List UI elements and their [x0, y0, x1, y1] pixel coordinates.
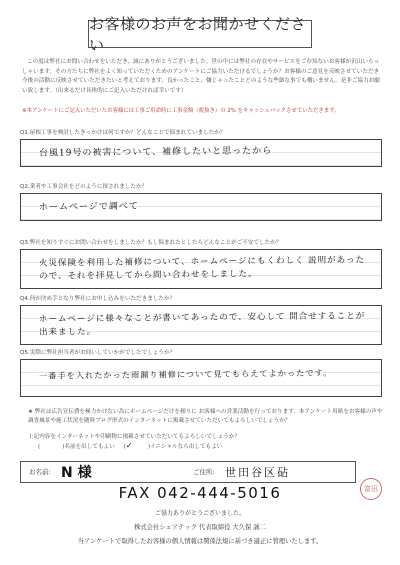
option-name-ok[interactable]: ( )名前を出してもよい	[38, 444, 115, 450]
publication-options	[38, 441, 222, 450]
answer-5-box[interactable]	[20, 359, 382, 397]
answer-2-text: ホームページで調べて	[38, 201, 139, 213]
publication-question: 上記内容をインターネットや印刷物に掲載させていただいてもよろしいでしょうか？	[28, 434, 241, 440]
answer-3-text: 火災保険を利用した補修について、ホームページにもくわしく 説明があったので、それを拝見してから問い合わせをしました。	[38, 255, 366, 282]
answer-3-box[interactable]	[20, 249, 382, 289]
fax-number: FAX 042-444-5016	[118, 484, 282, 502]
answer-1-box[interactable]	[20, 139, 382, 167]
thanks-text: ご協力ありがとうございました。	[154, 510, 245, 517]
answer-4-text: ホームページに様々なことが書いてあったので、安心して 問合せすることが出来ました。	[38, 311, 366, 338]
address-value[interactable]: 世田谷区砧	[225, 466, 290, 479]
cashback-notice: ※本アンケートにご記入いただいたお客様には工事ご用命時に工事金額（税抜き）の 2% をキャッシュバックさせていただきます。	[22, 108, 340, 114]
answer-4-box[interactable]	[20, 305, 382, 345]
option-name-ok-label: 名前を出してもよい	[64, 444, 115, 450]
company-seal-stamp: 富田	[360, 478, 382, 500]
question-3	[20, 238, 382, 289]
question-1-label: Q1.屋根工事を検討したきっかけは何ですか？どんなことで悩まれていましたか？	[20, 130, 226, 136]
question-5-label: Q5.実際に弊社担当者がお伺いしていかがでしたでしょうか？	[20, 350, 176, 356]
question-2	[20, 182, 382, 221]
question-2-label: Q2.業者や工事会社をどのように探されましたか？	[20, 184, 148, 190]
name-value[interactable]: N 様	[61, 465, 92, 481]
answer-5-text: 一番手を入れたかった雨漏り補修について見てもらえてよかったです。	[38, 367, 333, 381]
answer-2-box[interactable]	[20, 193, 382, 221]
option-initials-ok-label: イニシャルなら出してもよい	[150, 444, 223, 450]
page-title: お客様のお声をお聞かせください	[88, 20, 312, 48]
name-label: お名前:	[29, 468, 51, 476]
question-3-label: Q3.弊社を知りすぐにお問い合わせをしましたか？もし悩まれたとしたらどんなことがご不安でしたか？	[20, 240, 282, 246]
question-5	[20, 348, 382, 397]
address-label: ご住所:	[193, 468, 215, 476]
publication-note: ★ 弊社は広告宣伝費を極力かけない為にホームページだけを頼りに お客様への営業活動を行っております。本アンケート用紙をお客様の声や調査風景や施工状況を随時ブログ形式のインターネットに掲載させていただいてもよろしいでしょうか？	[28, 409, 383, 424]
customer-info-row	[20, 461, 356, 483]
option-initials-ok-check: ✓	[125, 441, 133, 450]
question-4-label: Q4.何が決め手となり弊社にお申し込みをいただきましたか？	[20, 296, 176, 302]
question-4	[20, 294, 382, 345]
company-name: 株式会社シェアテック 代表取締役 大久保 誠二	[134, 524, 266, 531]
answer-1-text: 台風19号の被害について、補修したいと思ったから	[38, 146, 273, 159]
intro-text	[22, 58, 382, 96]
intro-paragraph: この度は弊社にお問い合わせをいただき、誠にありがとうございました。世の中には弊社の存在やサービスをご存知ないお客様が沢山いらっしゃいます。その方たちに弊社をよく知っていただくためのアンケートにご協力いただけるでしょうか？お客様のご意見を反映させていただき今後の活動に反映させていただきたいと考えております。良かったこと、嫌じゃったことどのような些細な事でも構いません。是非ご協力お願い致します。（出来るだけ具体的にご記入いただければ幸いです）	[22, 59, 380, 94]
question-1	[20, 128, 382, 167]
option-initials-ok[interactable]: (✓ )イニシャルなら出してもよい	[123, 441, 223, 450]
privacy-note: 当アンケートで取得したお客様の個人情報は関係法規に基づき適正に管理いたします。	[77, 538, 323, 545]
